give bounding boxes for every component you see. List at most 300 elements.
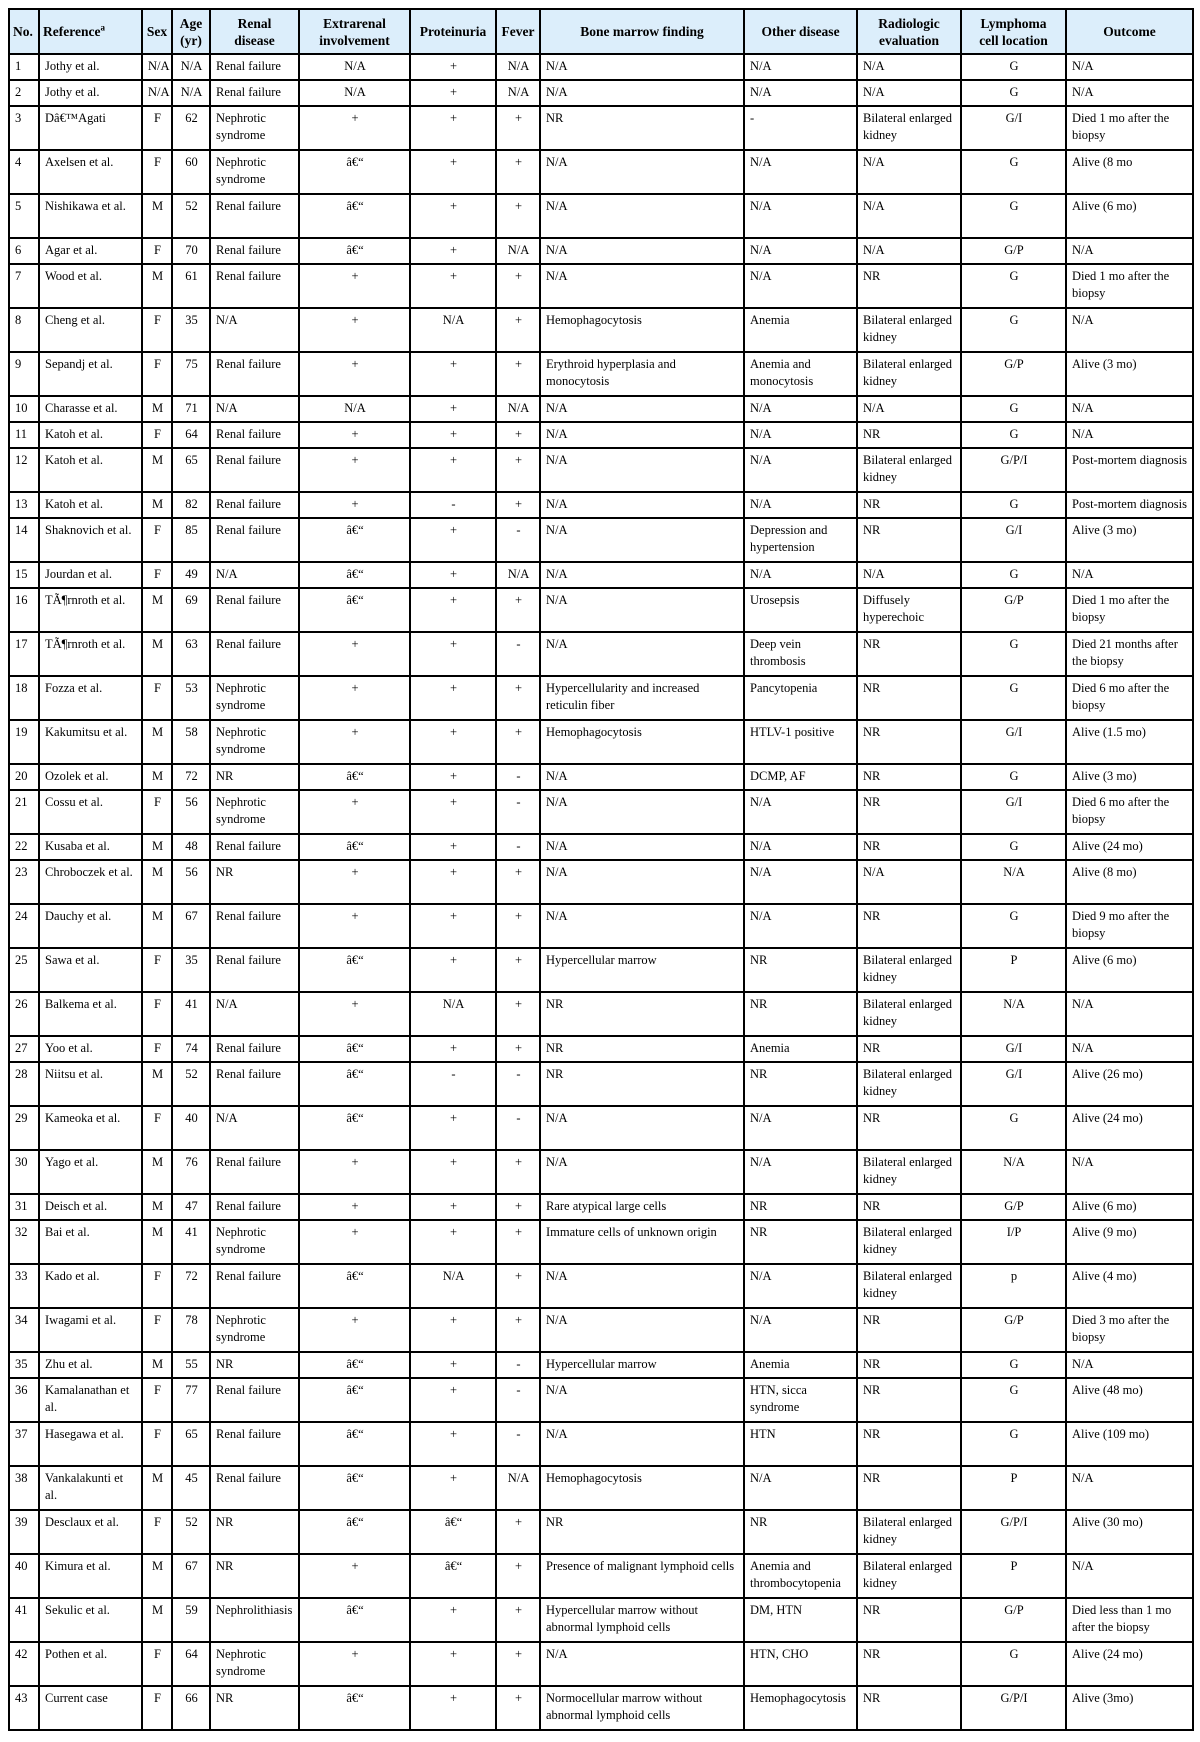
cell-other-disease: N/A [744,562,857,588]
cell-other-disease: N/A [744,1264,857,1308]
cell-bone-marrow: N/A [540,1422,744,1466]
cell-lymphoma-location: G [961,1378,1066,1422]
cell-age: 78 [172,1308,210,1352]
cell-age: N/A [172,54,210,80]
cell-extrarenal: + [299,422,410,448]
cell-fever: + [496,352,540,396]
cell-reference: Dâ€™Agati [39,106,142,150]
cell-no: 6 [9,238,39,264]
cell-lymphoma-location: G [961,834,1066,860]
cell-lymphoma-location: G/P [961,1598,1066,1642]
cell-renal-disease: NR [210,1352,299,1378]
cell-age: 47 [172,1194,210,1220]
cell-extrarenal: â€“ [299,764,410,790]
cell-radiologic: NR [857,264,961,308]
cell-renal-disease: Renal failure [210,80,299,106]
cell-bone-marrow: N/A [540,1642,744,1686]
cell-age: 65 [172,448,210,492]
cell-other-disease: NR [744,1194,857,1220]
cell-radiologic: NR [857,676,961,720]
table-row [9,1378,1193,1422]
cell-reference: TÃ¶rnroth et al. [39,632,142,676]
cell-fever: N/A [496,1466,540,1510]
cell-lymphoma-location: G/P [961,1308,1066,1352]
cell-renal-disease: Renal failure [210,588,299,632]
cell-lymphoma-location: G [961,1106,1066,1150]
cell-no: 19 [9,720,39,764]
cell-no: 15 [9,562,39,588]
cell-proteinuria: + [410,448,496,492]
cell-sex: M [142,1062,172,1106]
cell-other-disease: Anemia [744,1036,857,1062]
table-row [9,588,1193,632]
cell-lymphoma-location: G/P/I [961,1510,1066,1554]
cell-fever: - [496,1106,540,1150]
cell-reference: Dauchy et al. [39,904,142,948]
cell-reference: Current case [39,1686,142,1730]
header-extrarenal-line2: involvement [319,32,390,48]
table-row [9,676,1193,720]
table-row [9,720,1193,764]
cell-renal-disease: Nephrolithiasis [210,1598,299,1642]
cell-proteinuria: + [410,422,496,448]
cell-no: 18 [9,676,39,720]
table-row [9,860,1193,904]
cell-extrarenal: â€“ [299,1264,410,1308]
header-proteinuria: Proteinuria [410,9,496,54]
cell-lymphoma-location: G/P [961,238,1066,264]
cell-renal-disease: Nephrotic syndrome [210,150,299,194]
table-row [9,1352,1193,1378]
cell-other-disease: NR [744,948,857,992]
cell-proteinuria: + [410,396,496,422]
cell-sex: M [142,834,172,860]
cell-no: 1 [9,54,39,80]
cell-proteinuria: + [410,238,496,264]
cell-lymphoma-location: G [961,676,1066,720]
cell-fever: + [496,150,540,194]
cell-fever: - [496,1422,540,1466]
cell-extrarenal: + [299,1194,410,1220]
cell-extrarenal: â€“ [299,1510,410,1554]
cell-age: 49 [172,562,210,588]
cell-sex: F [142,422,172,448]
cell-lymphoma-location: G [961,1352,1066,1378]
cell-other-disease: HTLV-1 positive [744,720,857,764]
cell-lymphoma-location: G [961,562,1066,588]
table-row [9,1194,1193,1220]
cell-bone-marrow: N/A [540,238,744,264]
cell-no: 33 [9,1264,39,1308]
cell-renal-disease: Renal failure [210,948,299,992]
cell-sex: F [142,676,172,720]
cell-reference: TÃ¶rnroth et al. [39,588,142,632]
header-lymphoma-line2: cell location [979,32,1048,48]
cell-bone-marrow: Hypercellularity and increased reticulin fiber [540,676,744,720]
cell-extrarenal: + [299,308,410,352]
cell-no: 32 [9,1220,39,1264]
cell-radiologic: NR [857,1036,961,1062]
cell-reference: Pothen et al. [39,1642,142,1686]
cell-fever: - [496,1352,540,1378]
cell-outcome: N/A [1066,308,1193,352]
table-row [9,948,1193,992]
cell-other-disease: N/A [744,834,857,860]
cell-no: 42 [9,1642,39,1686]
cell-age: 53 [172,676,210,720]
cell-lymphoma-location: G/I [961,720,1066,764]
cell-extrarenal: â€“ [299,1062,410,1106]
cell-other-disease: NR [744,1220,857,1264]
cell-extrarenal: â€“ [299,1036,410,1062]
cell-outcome: N/A [1066,422,1193,448]
cell-extrarenal: + [299,492,410,518]
cell-other-disease: N/A [744,80,857,106]
cell-reference: Bai et al. [39,1220,142,1264]
cell-radiologic: NR [857,632,961,676]
cell-reference: Jourdan et al. [39,562,142,588]
cell-other-disease: Urosepsis [744,588,857,632]
cell-radiologic: N/A [857,238,961,264]
cell-no: 2 [9,80,39,106]
cell-sex: F [142,790,172,834]
cell-proteinuria: + [410,860,496,904]
cell-no: 8 [9,308,39,352]
cell-other-disease: N/A [744,1150,857,1194]
cell-age: 67 [172,1554,210,1598]
cell-bone-marrow: NR [540,106,744,150]
cell-extrarenal: + [299,264,410,308]
cell-sex: M [142,1598,172,1642]
header-age-line2: (yr) [180,32,202,48]
cell-outcome: Alive (30 mo) [1066,1510,1193,1554]
cell-proteinuria: + [410,790,496,834]
cell-no: 9 [9,352,39,396]
cell-renal-disease: NR [210,860,299,904]
cell-lymphoma-location: G [961,1642,1066,1686]
cell-no: 7 [9,264,39,308]
cell-proteinuria: + [410,948,496,992]
table-row [9,790,1193,834]
cell-no: 23 [9,860,39,904]
cell-age: 35 [172,308,210,352]
cell-age: 41 [172,992,210,1036]
cell-lymphoma-location: G [961,632,1066,676]
cell-renal-disease: Renal failure [210,1422,299,1466]
table-row [9,904,1193,948]
cell-extrarenal: â€“ [299,562,410,588]
cell-bone-marrow: N/A [540,790,744,834]
cell-bone-marrow: NR [540,992,744,1036]
cell-extrarenal: + [299,720,410,764]
cell-no: 22 [9,834,39,860]
cell-radiologic: Bilateral enlarged kidney [857,308,961,352]
cell-bone-marrow: N/A [540,588,744,632]
cell-proteinuria: + [410,1378,496,1422]
table-row [9,632,1193,676]
cell-proteinuria: + [410,1686,496,1730]
cell-no: 34 [9,1308,39,1352]
cell-bone-marrow: Hypercellular marrow [540,1352,744,1378]
table-row [9,1598,1193,1642]
cell-radiologic: Bilateral enlarged kidney [857,1264,961,1308]
cell-lymphoma-location: G/P [961,588,1066,632]
cell-sex: M [142,860,172,904]
cell-bone-marrow: Hemophagocytosis [540,308,744,352]
header-extrarenal [299,9,410,54]
cell-lymphoma-location: G [961,264,1066,308]
cell-sex: M [142,194,172,238]
cell-sex: F [142,352,172,396]
cell-sex: F [142,150,172,194]
cell-reference: Niitsu et al. [39,1062,142,1106]
cell-radiologic: NR [857,1106,961,1150]
cell-extrarenal: + [299,1554,410,1598]
cell-lymphoma-location: N/A [961,860,1066,904]
cell-outcome: Alive (1.5 mo) [1066,720,1193,764]
cell-no: 30 [9,1150,39,1194]
cell-no: 43 [9,1686,39,1730]
cell-sex: F [142,948,172,992]
cell-sex: M [142,720,172,764]
header-lymphoma-location [961,9,1066,54]
cell-renal-disease: Nephrotic syndrome [210,106,299,150]
cell-proteinuria: + [410,676,496,720]
cell-lymphoma-location: G/I [961,518,1066,562]
cell-reference: Kado et al. [39,1264,142,1308]
cell-bone-marrow: N/A [540,492,744,518]
cell-other-disease: NR [744,1510,857,1554]
cell-lymphoma-location: G/I [961,106,1066,150]
cell-no: 41 [9,1598,39,1642]
cell-reference: Kimura et al. [39,1554,142,1598]
cell-proteinuria: + [410,80,496,106]
cell-other-disease: DCMP, AF [744,764,857,790]
cell-sex: M [142,1554,172,1598]
cell-proteinuria: + [410,1308,496,1352]
cell-lymphoma-location: G [961,54,1066,80]
cell-radiologic: Bilateral enlarged kidney [857,448,961,492]
cell-radiologic: NR [857,904,961,948]
cell-fever: - [496,1378,540,1422]
cell-renal-disease: Renal failure [210,238,299,264]
cell-outcome: Died 1 mo after the biopsy [1066,588,1193,632]
cell-age: 62 [172,106,210,150]
table-row [9,834,1193,860]
cell-outcome: N/A [1066,1466,1193,1510]
cell-age: 85 [172,518,210,562]
cell-proteinuria: + [410,764,496,790]
cell-reference: Katoh et al. [39,492,142,518]
table-row [9,1264,1193,1308]
cell-age: 60 [172,150,210,194]
cell-sex: M [142,904,172,948]
cell-extrarenal: â€“ [299,518,410,562]
cell-renal-disease: Renal failure [210,1264,299,1308]
cell-no: 40 [9,1554,39,1598]
cell-reference: Kameoka et al. [39,1106,142,1150]
cell-lymphoma-location: G/P/I [961,448,1066,492]
cell-age: 55 [172,1352,210,1378]
cell-outcome: Died less than 1 mo after the biopsy [1066,1598,1193,1642]
cell-lymphoma-location: N/A [961,992,1066,1036]
cell-extrarenal: + [299,632,410,676]
cell-renal-disease: Renal failure [210,834,299,860]
cell-age: 66 [172,1686,210,1730]
cell-lymphoma-location: G/I [961,790,1066,834]
cell-renal-disease: Renal failure [210,422,299,448]
cell-radiologic: Diffusely hyperechoic [857,588,961,632]
cell-lymphoma-location: G/P [961,352,1066,396]
cell-radiologic: NR [857,1352,961,1378]
cell-fever: + [496,308,540,352]
cell-lymphoma-location: G/I [961,1036,1066,1062]
cell-other-disease: N/A [744,1308,857,1352]
cell-outcome: N/A [1066,1554,1193,1598]
table-row [9,352,1193,396]
cell-bone-marrow: N/A [540,422,744,448]
table-row [9,1062,1193,1106]
cell-age: 58 [172,720,210,764]
cell-fever: + [496,1554,540,1598]
cell-no: 10 [9,396,39,422]
table-row [9,106,1193,150]
cell-no: 28 [9,1062,39,1106]
cell-outcome: N/A [1066,1150,1193,1194]
cell-lymphoma-location: G [961,1422,1066,1466]
cell-outcome: N/A [1066,80,1193,106]
cell-proteinuria: + [410,588,496,632]
cell-sex: M [142,632,172,676]
cell-radiologic: N/A [857,194,961,238]
cell-radiologic: NR [857,1686,961,1730]
cell-reference: Jothy et al. [39,54,142,80]
cell-sex: M [142,1150,172,1194]
cell-radiologic: N/A [857,150,961,194]
cell-outcome: N/A [1066,1036,1193,1062]
cell-no: 39 [9,1510,39,1554]
cell-no: 24 [9,904,39,948]
cell-no: 20 [9,764,39,790]
cell-fever: + [496,904,540,948]
cell-outcome: Alive (3 mo) [1066,518,1193,562]
cell-proteinuria: + [410,1194,496,1220]
cell-bone-marrow: N/A [540,904,744,948]
cell-reference: Hasegawa et al. [39,1422,142,1466]
cell-lymphoma-location: G [961,396,1066,422]
cell-other-disease: - [744,106,857,150]
cell-reference: Katoh et al. [39,448,142,492]
cell-sex: F [142,1642,172,1686]
cell-sex: M [142,1352,172,1378]
cell-outcome: N/A [1066,54,1193,80]
cell-bone-marrow: NR [540,1510,744,1554]
cell-proteinuria: + [410,834,496,860]
cell-proteinuria: N/A [410,992,496,1036]
table-row [9,150,1193,194]
cell-age: 77 [172,1378,210,1422]
cell-proteinuria: â€“ [410,1510,496,1554]
cell-bone-marrow: N/A [540,80,744,106]
cell-sex: F [142,106,172,150]
cell-no: 27 [9,1036,39,1062]
cell-age: 65 [172,1422,210,1466]
header-no: No. [9,9,39,54]
cell-renal-disease: Renal failure [210,352,299,396]
cell-radiologic: NR [857,1422,961,1466]
cell-proteinuria: + [410,1422,496,1466]
cell-fever: - [496,790,540,834]
cell-reference: Chroboczek et al. [39,860,142,904]
cell-renal-disease: Nephrotic syndrome [210,1308,299,1352]
cell-no: 25 [9,948,39,992]
header-lymphoma-line1: Lymphoma [980,15,1047,31]
cell-bone-marrow: N/A [540,1264,744,1308]
cell-bone-marrow: N/A [540,764,744,790]
cell-other-disease: N/A [744,860,857,904]
cell-radiologic: Bilateral enlarged kidney [857,1062,961,1106]
cell-extrarenal: + [299,1308,410,1352]
cell-sex: F [142,562,172,588]
table-row [9,492,1193,518]
cell-outcome: Alive (3 mo) [1066,352,1193,396]
cell-proteinuria: - [410,492,496,518]
cell-extrarenal: + [299,106,410,150]
cell-outcome: Died 3 mo after the biopsy [1066,1308,1193,1352]
cell-lymphoma-location: G [961,80,1066,106]
cell-reference: Jothy et al. [39,80,142,106]
cell-other-disease: N/A [744,492,857,518]
cell-bone-marrow: N/A [540,150,744,194]
cell-bone-marrow: Hypercellular marrow [540,948,744,992]
cell-age: 64 [172,422,210,448]
cell-extrarenal: â€“ [299,1598,410,1642]
cell-bone-marrow: Hemophagocytosis [540,1466,744,1510]
header-extrarenal-line1: Extrarenal [323,15,386,31]
cell-bone-marrow: Normocellular marrow without abnormal lymphoid cells [540,1686,744,1730]
cell-fever: + [496,106,540,150]
cell-radiologic: Bilateral enlarged kidney [857,1220,961,1264]
cell-radiologic: Bilateral enlarged kidney [857,106,961,150]
cell-other-disease: NR [744,1062,857,1106]
cell-no: 16 [9,588,39,632]
cell-other-disease: N/A [744,150,857,194]
cell-extrarenal: + [299,352,410,396]
cell-renal-disease: Nephrotic syndrome [210,790,299,834]
cell-bone-marrow: N/A [540,632,744,676]
cell-age: 48 [172,834,210,860]
cell-renal-disease: N/A [210,308,299,352]
cell-bone-marrow: N/A [540,264,744,308]
cell-no: 5 [9,194,39,238]
cell-bone-marrow: N/A [540,54,744,80]
cell-age: 59 [172,1598,210,1642]
cell-sex: F [142,308,172,352]
header-row [9,9,1193,54]
cell-bone-marrow: N/A [540,1150,744,1194]
cell-other-disease: N/A [744,1466,857,1510]
cell-lymphoma-location: G [961,904,1066,948]
cell-age: 52 [172,1062,210,1106]
cell-age: 67 [172,904,210,948]
cell-reference: Nishikawa et al. [39,194,142,238]
cell-fever: + [496,1642,540,1686]
table-row [9,1220,1193,1264]
cell-fever: + [496,1150,540,1194]
cell-extrarenal: â€“ [299,150,410,194]
case-table [8,8,1194,1731]
cell-outcome: Died 1 mo after the biopsy [1066,264,1193,308]
